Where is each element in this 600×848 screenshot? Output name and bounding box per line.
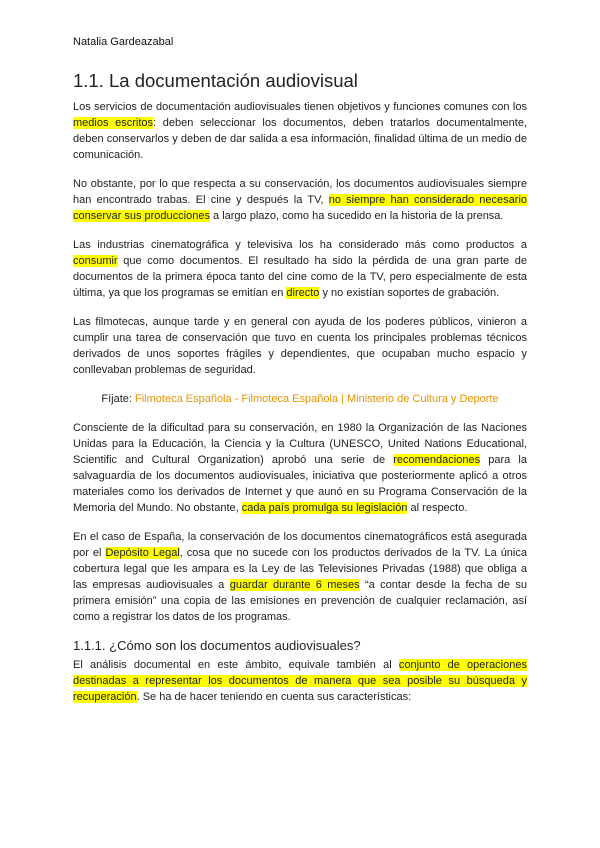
text: Las industrias cinematográfica y televisiva los ha considerado más como productos a: [73, 239, 527, 251]
text: Los servicios de documentación audiovisuales tienen objetivos y funciones comunes con los: [73, 101, 527, 113]
highlight: medios escritos: [73, 117, 154, 129]
text: “a contar desde la fecha de su primera emisión” una copia de las emisiones en prevención de cualquier reclamación, así como a registrar los datos de los programas.: [73, 579, 528, 623]
filmoteca-link[interactable]: Filmoteca Española - Filmoteca Española | Ministerio de Cultura y Deporte: [135, 393, 499, 405]
text: , cosa que no sucede con los productos derivados de la TV. La única cobertura legal que les ampara es la Ley de las Televisiones Privadas (1988) que obliga a las empresas audiovisuales a: [73, 547, 527, 591]
highlight: cada país promulga su legislación: [241, 502, 408, 514]
subsection-title: 1.1.1. ¿Cómo son los documentos audiovisuales?: [73, 638, 361, 653]
highlight: guardar durante 6 meses: [229, 579, 360, 591]
highlight: conjunto de operaciones destinadas a representar los documentos de manera que sea posible su búsqueda y recuperación: [73, 659, 527, 703]
highlight: consumir: [73, 255, 118, 267]
text: No obstante, por lo que respecta a su conservación, los documentos audiovisuales siempre han encontrado trabas. El cine y después la TV,: [73, 178, 527, 206]
highlight: recomendaciones: [393, 454, 481, 466]
text: En el caso de España, la conservación de los documentos cinematográficos está asegurada por el: [73, 531, 527, 559]
paragraph-6: [73, 529, 527, 625]
text: al respecto.: [407, 502, 468, 514]
text: para la salvaguardia de los documentos audiovisuales, iniciativa que posteriormente aplicó a otros materiales como los derivados de Internet y que aunó en su Programa Conservación de la Memoria del Mundo. No obstante,: [73, 454, 527, 514]
text: . Se ha de hacer teniendo en cuenta sus características:: [136, 691, 412, 703]
paragraph-1: [73, 99, 527, 163]
highlight: Depósito Legal: [105, 547, 180, 559]
section-title: 1.1. La documentación audiovisual: [73, 70, 358, 91]
paragraph-4: Las filmotecas, aunque tarde y en general con ayuda de los poderes públicos, vinieron a cumplir una tarea de conservación que tuvo en cuenta los principales problemas técnicos derivados de unos soportes frágiles y dependientes, que ocupaban mucho espacio y conllevaban problemas de seguridad.: [73, 316, 527, 376]
note-prefix: Fíjate:: [101, 393, 136, 405]
text: : deben seleccionar los documentos, deben tratarlos documentalmente, deben conservarlos y deben de dar salida a esa información, finalidad última de un medio de comunicación.: [73, 117, 527, 161]
text: Consciente de la dificultad para su conservación, en 1980 la Organización de las Naciones Unidas para la Educación, la Ciencia y la Cultura (UNESCO, United Nations Educational, Scientific and Cultural Organization) aprobó una serie de: [73, 422, 527, 466]
paragraph-5: [73, 420, 527, 516]
paragraph-7: [73, 657, 527, 705]
text: El análisis documental en este ámbito, equivale también al: [73, 659, 399, 671]
paragraph-2: [73, 176, 527, 224]
text: y no existían soportes de grabación.: [319, 287, 500, 299]
note-line: [73, 391, 527, 407]
highlight: directo: [286, 287, 320, 299]
highlight: no siempre han considerado necesario conservar sus producciones: [73, 194, 528, 222]
header-author: Natalia Gardeazabal: [73, 36, 174, 48]
text: que como documentos. El resultado ha sido la pérdida de una gran parte de documentos de la primera época tanto del cine como de la TV, pero especialmente de esta última, ya que los programas se emitían en: [73, 255, 527, 299]
text: a largo plazo, como ha sucedido en la historia de la prensa.: [209, 210, 504, 222]
paragraph-3: [73, 237, 527, 301]
